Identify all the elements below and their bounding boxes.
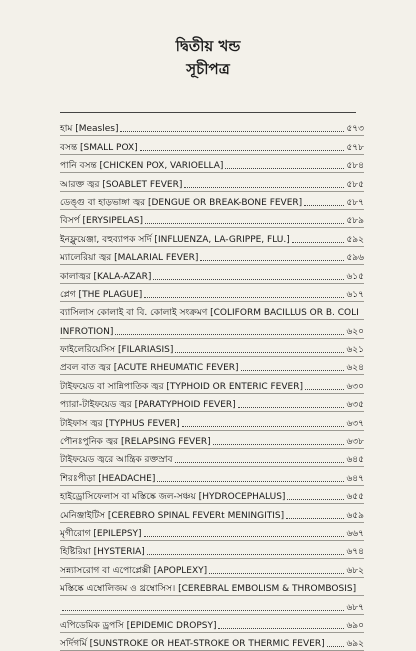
- toc-leader-dots: [175, 352, 344, 353]
- toc-page-number: ৫৯৬: [346, 253, 364, 264]
- toc-page-number: ৬১৫: [346, 271, 364, 282]
- toc-page-number: ৫৮৪: [346, 161, 364, 172]
- toc-entry-title: হাইড্রোসিফেলাস বা মস্তিষ্কে জল-সঞ্চয় [HYDROCEPHALUS]: [60, 492, 286, 503]
- toc-page-number: ৫৭৩: [346, 124, 364, 135]
- toc-leader-dots: [225, 168, 344, 169]
- toc-leader-dots: [120, 131, 344, 132]
- toc-page-number: ৬৫৯: [346, 510, 364, 521]
- toc-entry-title: হাম [Measles]: [60, 124, 119, 135]
- toc-leader-dots: [304, 205, 344, 206]
- toc-entry-title: টাইফয়েড জ্বরে আন্ত্রিক রক্তস্রাব: [60, 455, 173, 466]
- toc-entry-title: শিরঃপীড়া [HEADACHE]: [60, 473, 156, 484]
- toc-leader-dots: [238, 407, 345, 408]
- toc-page-number: ৫৮৯: [346, 216, 364, 227]
- toc-entry: [60, 247, 364, 265]
- toc-leader-dots: [209, 573, 344, 574]
- toc-entry-title: এপিডেমিক ড্রপসি [EPIDEMIC DROPSY]: [60, 620, 217, 631]
- toc-page-number: ৬৩৭: [346, 418, 364, 429]
- toc-entry-title: বসন্ত [SMALL POX]: [60, 142, 138, 153]
- toc-page-number: ৬৬৭: [346, 528, 364, 539]
- toc-entry-title: ম্যালেরিয়া জ্বর [MALARIAL FEVER]: [60, 253, 199, 264]
- toc-entry-title: ব্যাসিলাস কোলাই বা বি. কোলাই সংক্রমণ [COLIFORM BACILLUS OR B. COLI: [60, 308, 359, 319]
- toc-entry: [60, 302, 364, 320]
- toc-page-number: ৬৭৪: [346, 547, 364, 558]
- toc-entry-title: প্লেগ [THE PLAGUE]: [60, 289, 143, 300]
- toc-entry-title: মস্তিষ্কে এম্বোলিজম ও থ্রম্বোসিস। [CEREBRAL EMBOLISM & THROMBOSIS]: [60, 584, 357, 595]
- toc-page-number: ৫৮৫: [346, 179, 364, 190]
- toc-page-number: ৬২৪: [346, 363, 364, 374]
- toc-leader-dots: [184, 187, 344, 188]
- toc-entry: [60, 559, 364, 577]
- toc-entry-title: প্রবল বাত জ্বর [ACUTE RHEUMATIC FEVER]: [60, 363, 239, 374]
- toc-entry-title: সন্ন্যাসরোগ বা এপোপ্লেক্সী [APOPLEXY]: [60, 565, 208, 576]
- toc-entry: [60, 320, 364, 338]
- toc-entry: [60, 541, 364, 559]
- toc-entry: [60, 118, 364, 136]
- toc-entry-title: সর্দিগর্মি [SUNSTROKE OR HEAT-STROKE OR THERMIC FEVER]: [60, 639, 325, 650]
- toc-entry: [60, 394, 364, 412]
- toc-leader-dots: [153, 279, 344, 280]
- toc-entry-title: প্যারা-টাইফয়েড জ্বর [PARATYPHOID FEVER]: [60, 400, 236, 411]
- toc-entry-title: ইনফ্লুয়েঞ্জা, বহুব্যাপক সর্দি [INFLUENZA, LA-GRIPPE, FLU.]: [60, 234, 290, 245]
- table-of-contents: [60, 118, 364, 651]
- toc-entry: [60, 633, 364, 651]
- toc-entry: [60, 173, 364, 191]
- toc-page-number: ৫৯২: [346, 234, 364, 245]
- toc-entry-title: কালাজ্বর [KALA-AZAR]: [60, 271, 152, 282]
- toc-entry: [60, 578, 364, 596]
- toc-page-number: ৬৮২: [346, 565, 364, 576]
- toc-entry: [60, 339, 364, 357]
- toc-page-number: ৬৯২: [346, 639, 364, 650]
- toc-entry: [60, 192, 364, 210]
- toc-entry: [60, 155, 364, 173]
- toc-entry: [60, 467, 364, 485]
- toc-entry-title: পৌনঃপুনিক জ্বর [RELAPSING FEVER]: [60, 437, 211, 448]
- toc-page-number: ৬৩০: [346, 381, 364, 392]
- toc-page-number: ৬৪৫: [346, 455, 364, 466]
- toc-entry: [60, 504, 364, 522]
- toc-entry: [60, 615, 364, 633]
- toc-leader-dots: [200, 260, 344, 261]
- toc-leader-dots: [287, 499, 344, 500]
- toc-page-number: ৫৮৭: [346, 197, 364, 208]
- toc-entry: [60, 136, 364, 154]
- toc-entry-title: বিসর্প [ERYSIPELAS]: [60, 216, 143, 227]
- toc-leader-dots: [157, 481, 344, 482]
- toc-entry: [60, 431, 364, 449]
- toc-entry: [60, 210, 364, 228]
- toc-entry: [60, 596, 364, 614]
- toc-entry: [60, 284, 364, 302]
- toc-leader-dots: [144, 536, 345, 537]
- toc-entry: [60, 375, 364, 393]
- toc-entry-title: টাইফয়েড বা সান্নিপাতিক জ্বর [TYPHOID OR ENTERIC FEVER]: [60, 381, 303, 392]
- header-rule: [60, 112, 356, 113]
- toc-entry-title: ফাইলেরিয়েসিস [FILARIASIS]: [60, 345, 174, 356]
- toc-entry: [60, 265, 364, 283]
- toc-entry: [60, 486, 364, 504]
- toc-leader-dots: [115, 334, 344, 335]
- toc-entry: [60, 412, 364, 430]
- toc-page-number: ৬১৭: [346, 289, 364, 300]
- toc-page-number: ৬২০: [346, 326, 364, 337]
- toc-leader-dots: [292, 242, 345, 243]
- toc-leader-dots: [140, 150, 345, 151]
- toc-leader-dots: [213, 444, 345, 445]
- part-title: দ্বিতীয় খন্ড: [175, 37, 241, 55]
- toc-page-number: ৬৯০: [346, 620, 364, 631]
- toc-page-number: ৬৪৭: [346, 473, 364, 484]
- toc-leader-dots: [241, 370, 345, 371]
- toc-entry-title: হিষ্টিরিয়া [HYSTERIA]: [60, 547, 145, 558]
- toc-leader-dots: [305, 389, 344, 390]
- toc-entry-title: INFROTION]: [60, 326, 114, 337]
- toc-entry-title: মেনিঞ্জাইটিস [CEREBRO SPINAL FEVERt MENINGITIS]: [60, 510, 285, 521]
- toc-page-number: ৬৩৫: [346, 400, 364, 411]
- toc-entry-title: পানি বসন্ত [CHICKEN POX, VARIOELLA]: [60, 161, 224, 172]
- toc-page-number: ৬২১: [346, 345, 364, 356]
- toc-page-number: ৬৫৫: [346, 492, 364, 503]
- contents-heading: সূচীপত্র: [186, 60, 230, 78]
- toc-leader-dots: [175, 462, 345, 463]
- toc-entry: [60, 228, 364, 246]
- toc-entry: [60, 449, 364, 467]
- toc-entry: [60, 357, 364, 375]
- toc-leader-dots: [286, 518, 344, 519]
- toc-leader-dots: [145, 223, 345, 224]
- toc-entry-title: আরক্ত জ্বর [SOABLET FEVER]: [60, 179, 183, 190]
- toc-leader-dots: [144, 297, 344, 298]
- toc-page-number: ৬৩৮: [346, 437, 364, 448]
- toc-leader-dots: [62, 610, 344, 611]
- toc-page-number: ৬৮৭: [346, 602, 364, 613]
- toc-page-number: ৫৭৮: [346, 142, 364, 153]
- toc-leader-dots: [182, 426, 345, 427]
- toc-leader-dots: [327, 646, 345, 647]
- toc-entry-title: মৃগীরোগ [EPILEPSY]: [60, 528, 142, 539]
- toc-entry-title: টাইফাস জ্বর [TYPHUS FEVER]: [60, 418, 180, 429]
- toc-leader-dots: [147, 554, 345, 555]
- toc-entry-title: ডেঙ্গু বা হাড়ভাঙ্গা জ্বর [DENGUE OR BREAK-BONE FEVER]: [60, 197, 303, 208]
- toc-entry: [60, 523, 364, 541]
